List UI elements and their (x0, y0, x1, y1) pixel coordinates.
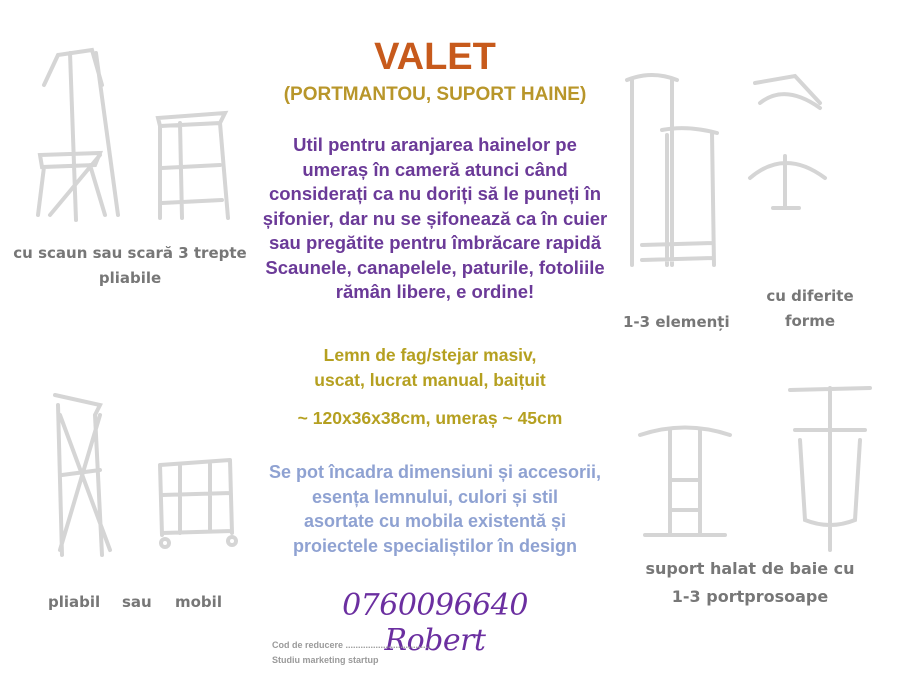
bathrobe-stand-image (635, 420, 735, 545)
caption-line: forme (784, 312, 836, 330)
caption-line: 1-3 portprosoape (671, 587, 829, 606)
customization-text (250, 460, 620, 558)
caption-line: suport halat de baie cu (645, 559, 855, 578)
description-line: umeraș în cameră atunci când (302, 158, 568, 180)
material-line: uscat, lucrat manual, baițuit (314, 370, 546, 390)
caption-line: cu scaun sau scară 3 trepte (13, 244, 247, 262)
caption-line: pliabile (98, 269, 162, 287)
mobile-valet-image (150, 455, 240, 550)
foldable-valet-image (40, 375, 120, 565)
title: VALET (374, 36, 496, 78)
material-text (270, 343, 590, 393)
description-line: șifonier, dar nu se șifonează ca în cuier (262, 207, 608, 229)
subtitle: (PORTMANTOU, SUPORT HAINE) (283, 84, 587, 105)
multi-element-valet-image (622, 65, 732, 270)
phone-contact: 0760096640 Robert (342, 588, 528, 658)
caption-or: sau (122, 593, 152, 611)
caption-shapes (755, 284, 865, 334)
discount-code: Cod de reducere .................................. (272, 640, 431, 650)
customization-line: asortate cu mobila existentă și (303, 511, 567, 531)
material-line: Lemn de fag/stejar masiv, (323, 345, 537, 365)
caption-chair-ladder (10, 241, 250, 291)
study-note: Studiu marketing startup (272, 655, 379, 665)
caption-foldable: pliabil (48, 593, 101, 611)
footer (272, 638, 431, 668)
dimensions-text: ~ 120x36x38cm, umeraș ~ 45cm (297, 408, 563, 428)
caption-mobile: mobil (175, 593, 222, 611)
description-line: considerați ca nu doriți să le puneți în (268, 183, 602, 204)
valet-chair-image (30, 45, 125, 225)
customization-line: proiectele specialiștilor în design (292, 535, 578, 556)
hanger-shapes-image (745, 68, 835, 218)
customization-line: Se pot încadra dimensiuni și accesorii, (268, 462, 602, 482)
description (255, 133, 615, 305)
folding-ladder-image (150, 88, 235, 228)
caption-bathrobe (630, 555, 870, 611)
caption-elements: 1-3 elemenți (623, 313, 730, 331)
customization-line: esența lemnului, culori și stil (311, 486, 559, 507)
description-line: rămân libere, e ordine! (335, 281, 535, 302)
description-line: Scaunele, canapelele, paturile, fotoliile (265, 256, 605, 278)
bathrobe-with-towel-image (780, 380, 875, 555)
caption-line: cu diferite (766, 287, 854, 305)
description-line: sau pregătite pentru îmbrăcare rapidă (268, 232, 602, 253)
description-line: Util pentru aranjarea hainelor pe (293, 134, 577, 155)
